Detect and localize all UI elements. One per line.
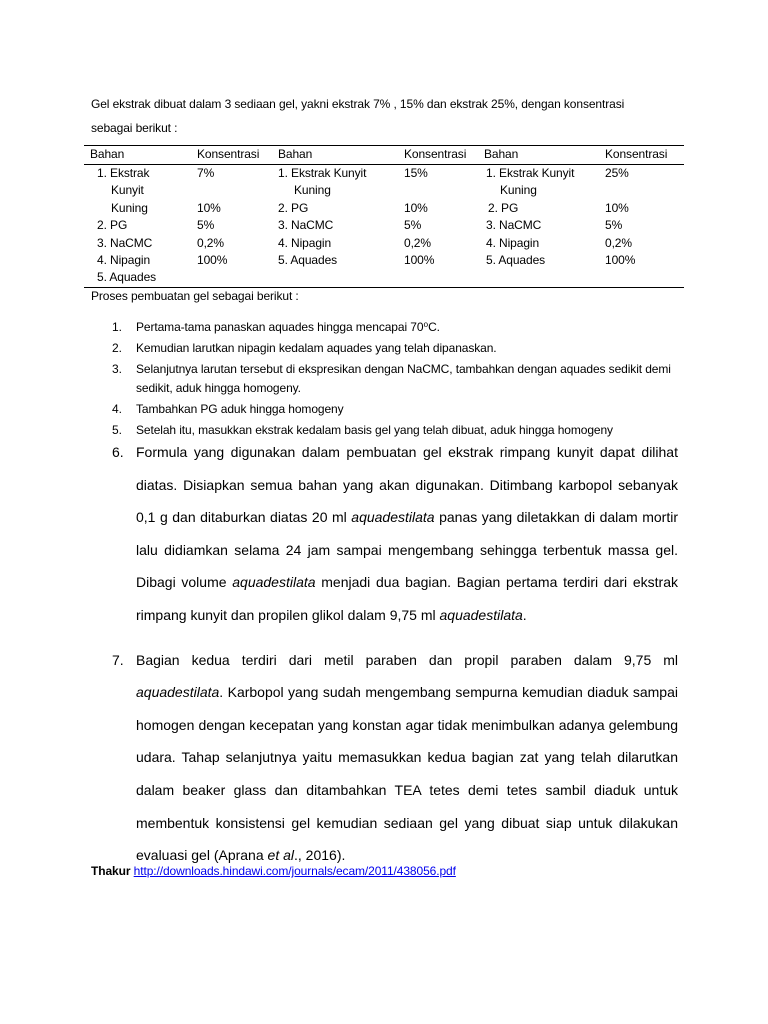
step-number: 3.	[112, 362, 122, 376]
step-text: Formula yang digunakan dalam pembuatan gel ekstrak rimpang kunyit dapat dilihat diatas. Disiapkan semua bahan yang akan digunakan. Ditimbang karbopol sebanyak 0,1 g dan ditaburkan diatas 20 ml	[136, 444, 678, 526]
step-text: menjadi dua bagian. Bagian pertama terdiri dari ekstrak rimpang kunyit dan propilen glikol dalam 9,75 ml	[136, 574, 678, 623]
table-cell: 5%	[605, 218, 623, 233]
italic-term: aquadestilata	[351, 509, 435, 526]
table-cell: 0,2%	[605, 235, 632, 250]
formula-steps-list	[112, 436, 678, 872]
table-cell: 1. Ekstrak	[97, 166, 150, 180]
table-cell: 5. Aquades	[486, 253, 546, 268]
table-cell: 100%	[404, 253, 435, 268]
table-cell	[599, 182, 684, 199]
table-cell: 1. Ekstrak Kunyit	[278, 166, 367, 180]
table-cell: 100%	[197, 253, 228, 268]
step-text: Pertama-tama panaskan aquades hingga mencapai 70⁰C.	[136, 320, 440, 334]
step-number: 4.	[112, 402, 122, 416]
table-cell: 2. PG	[488, 200, 519, 215]
table-cell: 2. PG	[97, 218, 128, 233]
header-konsentrasi-3: Konsentrasi	[605, 147, 668, 161]
italic-term: aquadestilata	[439, 606, 523, 623]
table-cell: 4. Nipagin	[97, 253, 151, 268]
header-bahan-3: Bahan	[484, 147, 519, 161]
table-row	[84, 200, 684, 217]
intro-line-1: Gel ekstrak dibuat dalam 3 sediaan gel, yakni ekstrak 7% , 15% dan ekstrak 25%, dengan konsentrasi	[91, 97, 625, 111]
table-cell: 5%	[197, 218, 215, 233]
step-number: 6.	[112, 444, 124, 460]
table-cell: Kuning	[500, 183, 537, 198]
list-item	[112, 644, 678, 872]
step-text: panas yang diletakkan di dalam mortir lalu didiamkan selama 24 jam sampai mengembang sehingga terbentuk massa gel. Dibagi volume	[136, 509, 678, 591]
step-text: .	[522, 606, 527, 623]
step-text: Bagian kedua terdiri dari metil paraben dan propil paraben dalam 9,75 ml	[136, 651, 678, 668]
table-cell: 3. NaCMC	[486, 218, 542, 233]
list-item	[112, 400, 672, 419]
step-number: 7.	[112, 651, 124, 668]
proses-heading: Proses pembuatan gel sebagai berikut :	[91, 289, 299, 303]
table-header-row	[84, 146, 684, 165]
table-row	[84, 252, 684, 269]
italic-term: aquadestilata	[136, 684, 220, 701]
step-text: . Karbopol yang sudah mengembang sempurna kemudian diaduk sampai homogen dengan kecepatan yang konstan agar tidak menimbulkan adanya gelembung udara. Tahap selanjutnya yaitu memasukkan kedua bagian zat yang telah dilarutkan dalam beaker glass dan ditambahkan TEA tetes demi tetes sambil diaduk untuk membentuk konsistensi gel kemudian sediaan gel yang dibuat siap untuk dilakukan evaluasi gel (Aprana	[136, 684, 678, 864]
italic-term: aquadestilata	[232, 574, 316, 591]
table-cell: 4. Nipagin	[486, 235, 540, 250]
table-row	[84, 217, 684, 234]
table-cell: 1. Ekstrak Kunyit	[486, 166, 575, 180]
table-cell	[398, 269, 478, 287]
table-cell: 0,2%	[404, 235, 431, 250]
table-cell: 4. Nipagin	[278, 235, 332, 250]
table-cell: Kuning	[294, 183, 331, 198]
list-item	[112, 436, 678, 632]
header-bahan-2: Bahan	[278, 147, 313, 161]
table-cell: 10%	[197, 200, 221, 215]
step-text: Setelah itu, masukkan ekstrak kedalam basis gel yang telah dibuat, aduk hingga homogeny	[136, 423, 613, 437]
table-cell: 100%	[605, 253, 636, 268]
table-cell: 7%	[197, 166, 215, 180]
table-row	[84, 182, 684, 199]
table-cell: 5%	[404, 218, 422, 233]
table-row	[84, 235, 684, 252]
table-cell: 25%	[605, 166, 629, 180]
step-text: Kemudian larutkan nipagin kedalam aquades yang telah dipanaskan.	[136, 341, 497, 355]
table-cell	[599, 269, 684, 287]
table-cell: 0,2%	[197, 235, 224, 250]
step-number: 5.	[112, 423, 122, 437]
table-cell: 5. Aquades	[97, 270, 157, 285]
reference-link[interactable]: http://downloads.hindawi.com/journals/ecam/2011/438056.pdf	[133, 864, 456, 878]
list-item	[112, 339, 672, 358]
intro-paragraph	[91, 92, 691, 140]
header-konsentrasi-1: Konsentrasi	[197, 147, 260, 161]
header-konsentrasi-2: Konsentrasi	[404, 147, 467, 161]
step-text: Selanjutnya larutan tersebut di ekspresikan dengan NaCMC, tambahkan dengan aquades sedikit demi sedikit, aduk hingga homogeny.	[136, 362, 671, 395]
table-cell: Kuning	[111, 200, 148, 215]
table-cell	[191, 269, 272, 287]
table-cell: 3. NaCMC	[278, 218, 334, 233]
table-cell	[272, 269, 398, 287]
table-cell: 5. Aquades	[278, 253, 338, 268]
table-cell: 10%	[404, 200, 428, 215]
table-cell	[398, 182, 478, 199]
step-text: ., 2016).	[294, 847, 346, 864]
table-row	[84, 165, 684, 183]
table-cell: 10%	[605, 200, 629, 215]
table-row	[84, 269, 684, 287]
step-number: 2.	[112, 341, 122, 355]
table-cell: 2. PG	[278, 200, 309, 215]
step-number: 1.	[112, 320, 122, 334]
step-text: Tambahkan PG aduk hingga homogeny	[136, 402, 344, 416]
formula-table	[84, 145, 684, 288]
table-cell: 15%	[404, 166, 428, 180]
reference-line	[91, 864, 456, 878]
header-bahan-1: Bahan	[90, 147, 125, 161]
italic-term: et al	[267, 847, 294, 864]
table-cell	[478, 269, 599, 287]
list-item	[112, 318, 672, 337]
table-cell	[191, 182, 272, 199]
process-steps-list	[112, 318, 672, 442]
list-item	[112, 360, 672, 398]
intro-line-2: sebagai berikut :	[91, 121, 178, 135]
reference-author: Thakur	[91, 864, 131, 878]
table-cell: 3. NaCMC	[97, 235, 153, 250]
table-cell: Kunyit	[111, 183, 144, 198]
